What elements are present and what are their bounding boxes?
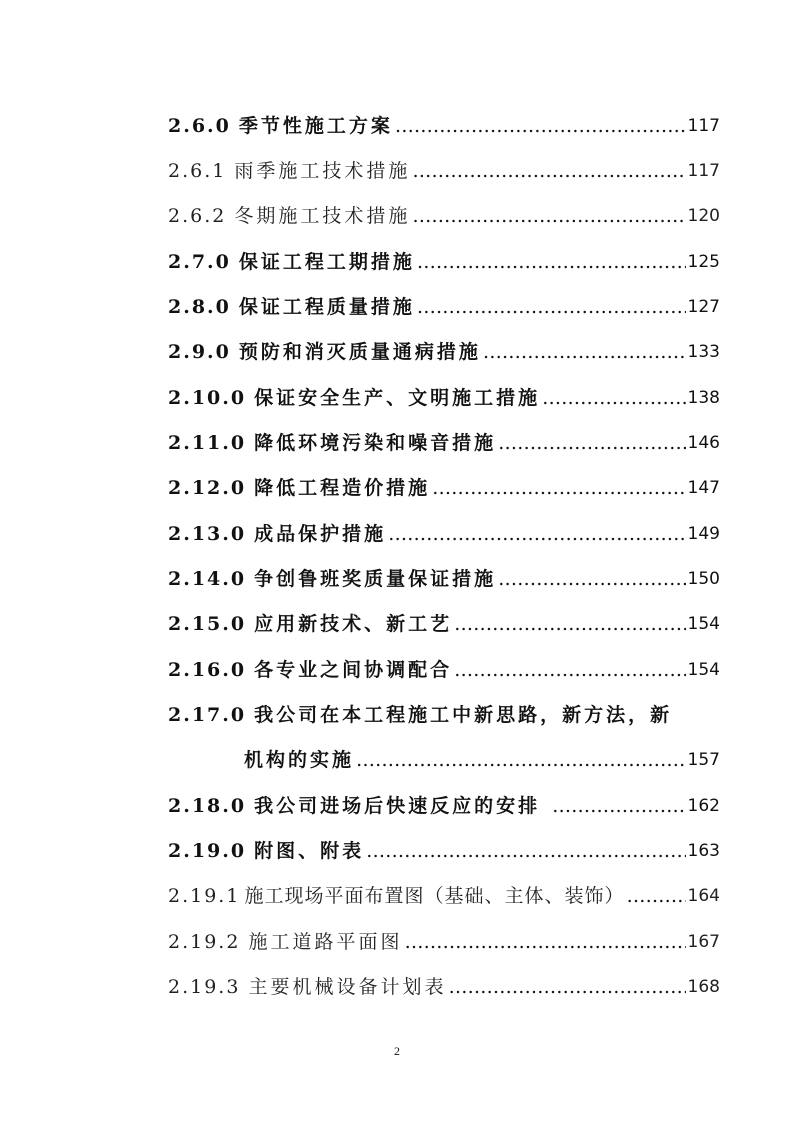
- toc-leader-dots: [432, 476, 685, 500]
- toc-entry-title: 我公司进场后快速反应的安排: [254, 795, 541, 817]
- toc-entry-2-19-0[interactable]: [168, 831, 720, 863]
- toc-entry-page: 157: [687, 750, 720, 770]
- toc-entry-number: 2.9.0: [168, 341, 231, 363]
- toc-entry-title: 保证工程质量措施: [238, 296, 415, 318]
- toc-entry-2-17-0-continued[interactable]: [244, 740, 720, 772]
- toc-entry-2-6-1[interactable]: [168, 151, 720, 183]
- toc-entry-title-line1: 我公司在本工程施工中新思路，新方法，新: [254, 704, 673, 726]
- toc-leader-dots: [404, 930, 685, 954]
- toc-entry-title: 降低工程造价措施: [254, 477, 431, 499]
- toc-entry-page: 117: [687, 161, 720, 181]
- toc-entry-title: 冬期施工技术措施: [234, 205, 411, 227]
- toc-entry-page: 117: [687, 116, 720, 136]
- toc-entry-number: 2.10.0: [168, 387, 247, 409]
- toc-entry-number: 2.16.0: [168, 659, 247, 681]
- toc-entry-2-19-1[interactable]: [168, 876, 720, 908]
- toc-entry-page: 150: [687, 569, 720, 589]
- toc-entry-title: 降低环境污染和噪音措施: [254, 432, 497, 454]
- toc-entry-number: 2.17.0: [168, 704, 247, 726]
- toc-entry-title: 预防和消灭质量通病措施: [238, 341, 481, 363]
- toc-entry-number: 2.6.1: [168, 160, 227, 182]
- toc-entry-page: 120: [687, 206, 720, 226]
- toc-leader-dots: [454, 612, 685, 636]
- toc-entry-number: 2.19.1: [168, 885, 241, 907]
- toc-entry-page: 125: [687, 252, 720, 272]
- toc-leader-dots: [417, 250, 686, 274]
- toc-entry-number: 2.18.0: [168, 795, 247, 817]
- toc-leader-dots: [388, 522, 685, 546]
- toc-entry-page: 133: [687, 342, 720, 362]
- toc-entry-title: 附图、附表: [254, 840, 365, 862]
- toc-entry-title: 保证工程工期措施: [238, 251, 415, 273]
- toc-entry-title: 争创鲁班奖质量保证措施: [254, 568, 497, 590]
- toc-entry-page: 138: [687, 388, 720, 408]
- toc-entry-2-10-0[interactable]: [168, 378, 720, 410]
- toc-entry-page: 147: [687, 478, 720, 498]
- toc-entry-number: 2.19.2: [168, 931, 241, 953]
- toc-entry-number: 2.13.0: [168, 523, 247, 545]
- toc-entry-title: 施工现场平面布置图（基础、主体、装饰）: [244, 885, 625, 907]
- toc-entry-page: 163: [687, 841, 720, 861]
- toc-entry-title: 雨季施工技术措施: [234, 160, 411, 182]
- toc-leader-dots: [454, 658, 685, 682]
- toc-entry-title: 主要机械设备计划表: [248, 976, 447, 998]
- toc-entry-title: 季节性施工方案: [238, 115, 393, 137]
- toc-entry-2-8-0[interactable]: [168, 287, 720, 319]
- toc-leader-dots: [356, 748, 686, 772]
- toc-entry-2-6-2[interactable]: [168, 196, 720, 228]
- toc-entry-title: 各专业之间协调配合: [254, 659, 453, 681]
- toc-leader-dots: [498, 567, 685, 591]
- toc-entry-title-line2: 机构的实施: [244, 749, 355, 771]
- toc-leader-dots: [412, 204, 685, 228]
- toc-entry-number: 2.14.0: [168, 568, 247, 590]
- toc-leader-dots: [498, 431, 685, 455]
- toc-entry-2-13-0[interactable]: [168, 514, 720, 546]
- toc-entry-title: 应用新技术、新工艺: [254, 613, 453, 635]
- toc-entry-number: 2.6.2: [168, 205, 227, 227]
- toc-entry-title: 保证安全生产、文明施工措施: [254, 387, 541, 409]
- toc-entry-2-6-0[interactable]: [168, 106, 720, 138]
- toc-entry-page: 164: [687, 886, 720, 906]
- toc-entry-page: 168: [687, 977, 720, 997]
- toc-entry-2-12-0[interactable]: [168, 468, 720, 500]
- toc-entry-page: 127: [687, 297, 720, 317]
- toc-entry-number: 2.11.0: [168, 432, 247, 454]
- toc-entry-2-19-2[interactable]: [168, 922, 720, 954]
- toc-entry-2-15-0[interactable]: [168, 604, 720, 636]
- toc-entry-2-16-0[interactable]: [168, 650, 720, 682]
- toc-entry-2-14-0[interactable]: [168, 559, 720, 591]
- toc-leader-dots: [395, 114, 686, 138]
- toc-entry-number: 2.12.0: [168, 477, 247, 499]
- toc-entry-page: 149: [687, 524, 720, 544]
- toc-leader-dots: [542, 386, 685, 410]
- toc-entry-number: 2.6.0: [168, 115, 231, 137]
- toc-entry-number: 2.15.0: [168, 613, 247, 635]
- toc-leader-dots: [412, 159, 685, 183]
- toc-entry-page: 154: [687, 614, 720, 634]
- toc-leader-dots: [626, 884, 685, 908]
- toc-entry-title: 施工道路平面图: [248, 931, 403, 953]
- toc-leader-dots: [448, 975, 685, 999]
- toc-entry-title: 成品保护措施: [254, 523, 387, 545]
- toc-entry-page: 146: [687, 433, 720, 453]
- toc-entry-number: 2.19.0: [168, 840, 247, 862]
- toc-leader-dots: [483, 340, 686, 364]
- toc-entry-2-19-3[interactable]: [168, 967, 720, 999]
- toc-leader-dots: [417, 295, 686, 319]
- toc-entry-number: 2.8.0: [168, 296, 231, 318]
- toc-entry-page: 162: [687, 796, 720, 816]
- toc-entry-2-7-0[interactable]: [168, 242, 720, 274]
- toc-entry-page: 167: [687, 932, 720, 952]
- toc-leader-dots: [366, 839, 685, 863]
- toc-entry-page: 154: [687, 660, 720, 680]
- toc-entry-2-17-0[interactable]: [168, 695, 720, 727]
- page-number: 2: [394, 1044, 400, 1058]
- toc-entry-number: 2.7.0: [168, 251, 231, 273]
- toc-entry-2-18-0[interactable]: [168, 786, 720, 818]
- toc-entry-2-9-0[interactable]: [168, 332, 720, 364]
- toc-leader-dots: [552, 794, 685, 818]
- toc-entry-2-11-0[interactable]: [168, 423, 720, 455]
- toc-entry-number: 2.19.3: [168, 976, 241, 998]
